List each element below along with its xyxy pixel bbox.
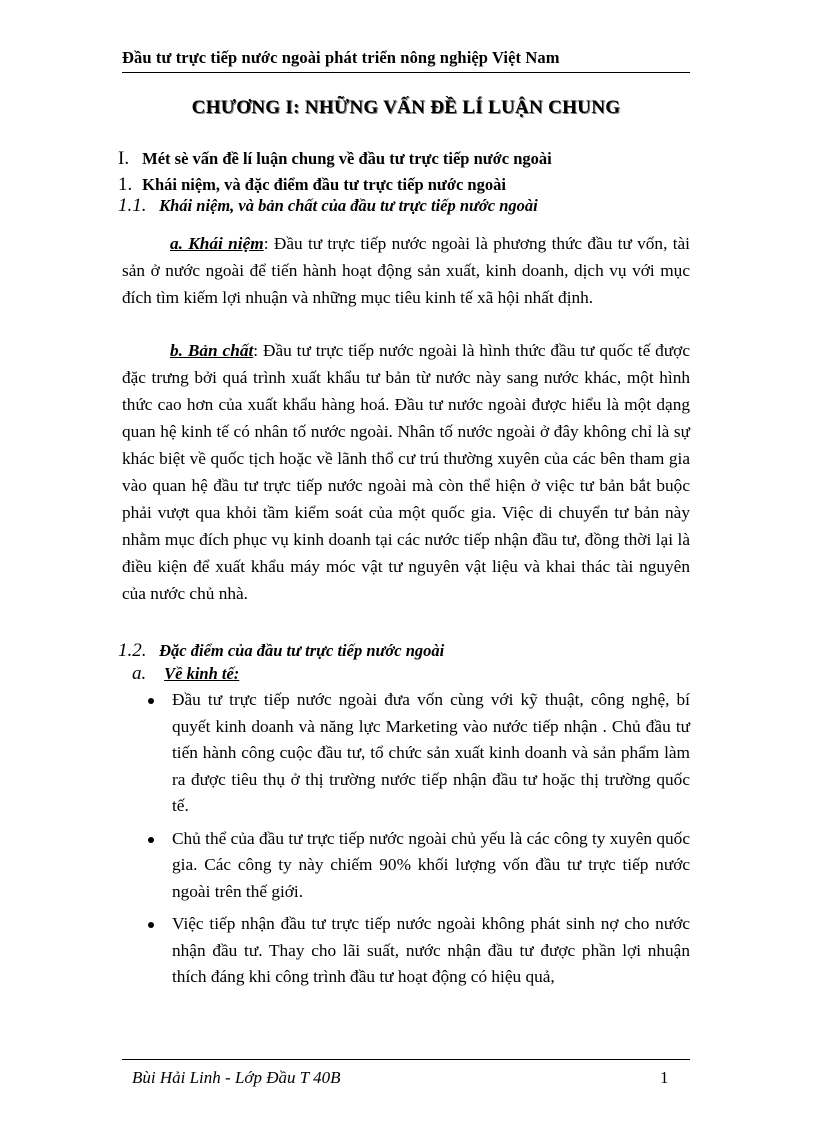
list-item-text: Việc tiếp nhận đầu tư trực tiếp nước ngoài không phát sinh nợ cho nước nhận đầu tư. Thay cho lãi suất, nước nhận đầu tư được phần lợi nhuận thích đáng khi công trình đầu tư hoạt động có hiệu quả, [172,914,690,986]
paragraph-label-sep: : [253,341,259,360]
footer-divider [122,1059,690,1060]
heading-number: I. [118,148,130,169]
heading-text: Mét sè vấn đề lí luận chung về đầu tư trực tiếp nước ngoài [142,149,552,168]
bullet-list [148,687,690,997]
paragraph-body: Đầu tư trực tiếp nước ngoài là hình thức đầu tư quốc tế được đặc trưng bởi quá trình xuất khẩu tư bản từ nước này sang nước khác, một hình thức cao hơn của xuất khẩu hàng hoá. Đầu tư nước ngoài được hiểu là một dạng quan hệ kinh tế có nhân tố nước ngoài. Nhân tố nước ngoài ở đây không chỉ là sự khác biệt về quốc tịch hoặc về lãnh thổ cư trú thường xuyên của các bên tham gia vào quan hệ đầu tư trực tiếp nước ngoài mà còn thể hiện ở việc tư bản bắt buộc phải vượt qua khỏi tầm kiểm soát của một quốc gia. Việc di chuyển tư bản này nhằm mục đích phục vụ kinh doanh tại các nước tiếp nhận đầu tư, đồng thời lại là điều kiện để xuất khẩu máy móc vật tư nguyên vật liệu và khai thác tài nguyên của nước chủ nhà. [122,341,690,603]
heading-number: 1.1. [118,195,147,216]
heading-level-3 [118,195,538,217]
header-divider [122,72,690,73]
paragraph-body: Đầu tư trực tiếp nước ngoài là phương thức đầu tư vốn, tài sản ở nước ngoài để tiến hành hoạt động sản xuất, kinh doanh, dịch vụ với mục đích tìm kiếm lợi nhuận và những mục tiêu kinh tế xã hội nhất định. [122,234,690,307]
footer-author: Bùi Hải Linh - Lớp Đầu T 40B [132,1068,341,1087]
bullet-icon [148,698,154,704]
paragraph-label: b. Bản chất [170,341,254,360]
running-header: Đầu tư trực tiếp nước ngoài phát triển nông nghiệp Việt Nam [122,48,560,67]
heading-text: Khái niệm, và bản chất của đầu tư trực tiếp nước ngoài [159,196,538,215]
paragraph-nature [122,337,690,607]
page-number: 1 [660,1068,669,1087]
list-item [148,687,690,820]
paragraph-label: a. Khái niệm [170,234,264,253]
list-item-text: Chủ thể của đầu tư trực tiếp nước ngoài chủ yếu là các công ty xuyên quốc gia. Các công ty này chiếm 90% khối lượng vốn đầu tư trực tiếp nước ngoài trên thế giới. [172,828,690,901]
heading-text: Đặc điểm của đầu tư trực tiếp nước ngoài [159,641,445,660]
heading-section-1-2 [118,640,444,662]
bullet-icon [148,922,154,928]
heading-text: Khái niệm, và đặc điểm đầu tư trực tiếp nước ngoài [142,175,506,194]
paragraph-label-sep: : [263,234,269,253]
heading-number: 1.2. [118,640,147,661]
list-item-text: Đầu tư trực tiếp nước ngoài đưa vốn cùng với kỹ thuật, công nghệ, bí quyết kinh doanh và năng lực Marketing vào nước tiếp nhận . Chủ đầu tư tiến hành công cuộc đầu tư, tổ chức sản xuất kinh doanh và sản phẩm làm ra được tiêu thụ ở thị trường nước tiếp nhận đầu tư hoặc thị trường quốc tế. [172,690,690,815]
heading-level-2 [118,174,506,196]
subheading-number: a. [132,663,147,684]
heading-number: 1. [118,174,133,195]
subheading-text: Về kinh tế: [164,664,240,683]
paragraph-definition [122,230,690,311]
bullet-icon [148,837,154,843]
heading-level-1 [118,148,552,170]
list-item [148,826,690,906]
list-item [148,911,690,991]
subheading-economic [132,663,239,685]
chapter-title: CHƯƠNG I: NHỮNG VẤN ĐỀ LÍ LUẬN CHUNG [191,97,621,118]
